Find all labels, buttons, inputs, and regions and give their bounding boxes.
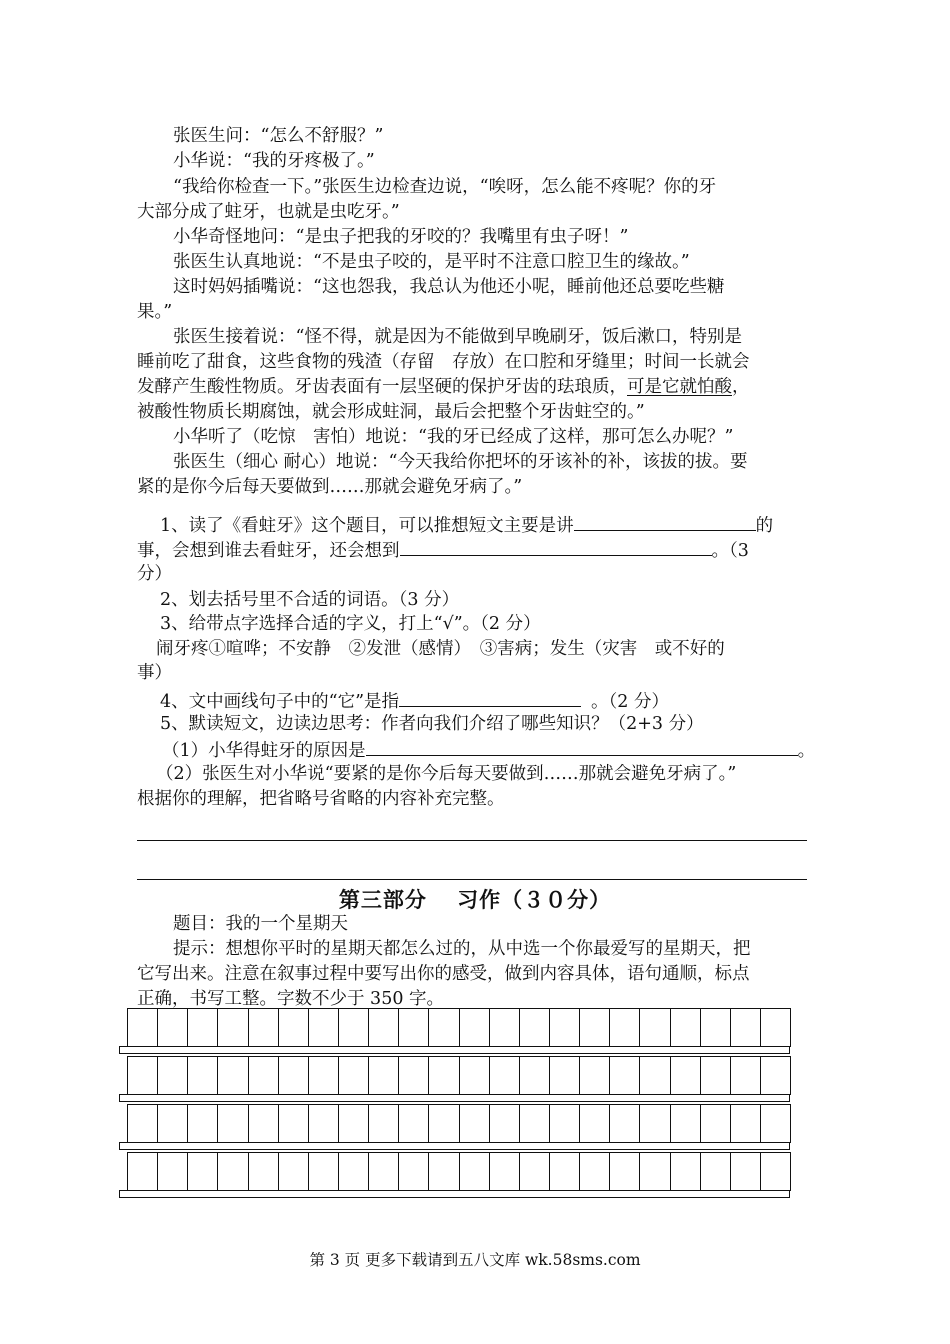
grid-cell[interactable] (460, 1105, 490, 1143)
grid-cell[interactable] (460, 1009, 490, 1047)
passage-line (137, 375, 750, 399)
composition-topic: 题目：我的一个星期天 (173, 914, 348, 934)
grid-cell[interactable] (610, 1105, 640, 1143)
grid-cell[interactable] (490, 1105, 520, 1143)
grid-cell[interactable] (218, 1153, 248, 1191)
grid-cell[interactable] (188, 1057, 218, 1095)
question-text: 。 (797, 741, 816, 761)
grid-cell[interactable] (550, 1105, 580, 1143)
question-text: 。（2 分） (591, 692, 669, 712)
grid-cell[interactable] (158, 1057, 188, 1095)
grid-cell[interactable] (218, 1009, 248, 1047)
question-5: 5、默读短文，边读边思考：作者向我们介绍了哪些知识？（2+3 分） (160, 714, 704, 734)
passage-line: 张医生问：“怎么不舒服？” (173, 126, 384, 146)
grid-cell[interactable] (218, 1057, 248, 1095)
grid-cell[interactable] (610, 1057, 640, 1095)
grid-cell[interactable] (610, 1153, 640, 1191)
grid-cell[interactable] (188, 1105, 218, 1143)
grid-cell[interactable] (429, 1057, 459, 1095)
question-5-2: （2）张医生对小华说“要紧的是你今后每天要做到……那就会避免牙病了。” (156, 764, 737, 784)
answer-blank[interactable] (574, 512, 756, 531)
grid-cell[interactable] (309, 1057, 339, 1095)
grid-cell[interactable] (429, 1153, 459, 1191)
page-footer: 第 3 页 更多下载请到五八文库 wk.58sms.com (309, 1251, 641, 1269)
grid-cell[interactable] (490, 1057, 520, 1095)
question-5-1 (162, 737, 815, 763)
question-4 (160, 688, 669, 714)
grid-cell[interactable] (188, 1009, 218, 1047)
grid-cell[interactable] (339, 1009, 369, 1047)
passage-line: 睡前吃了甜食，这些食物的残渣（存留 存放）在口腔和牙缝里；时间一长就会 (137, 352, 750, 372)
writing-grid-row[interactable] (127, 1104, 791, 1143)
grid-cell[interactable] (550, 1057, 580, 1095)
grid-cell[interactable] (640, 1153, 670, 1191)
grid-row-separator (119, 1142, 790, 1150)
grid-cell[interactable] (249, 1153, 279, 1191)
grid-cell[interactable] (640, 1057, 670, 1095)
passage-line: 这时妈妈插嘴说：“这也怨我，我总认为他还小呢，睡前他还总要吃些糖 (173, 277, 725, 297)
composition-hint: 正确，书写工整。字数不少于 350 字。 (137, 989, 445, 1009)
grid-cell[interactable] (309, 1105, 339, 1143)
grid-cell[interactable] (369, 1105, 399, 1143)
composition-hint: 它写出来。注意在叙事过程中要写出你的感受，做到内容具体，语句通顺，标点 (137, 964, 750, 984)
grid-cell[interactable] (761, 1105, 791, 1143)
passage-line: 小华奇怪地问：“是虫子把我的牙咬的？我嘴里有虫子呀！” (173, 227, 629, 247)
grid-cell[interactable] (580, 1105, 610, 1143)
grid-cell[interactable] (460, 1057, 490, 1095)
grid-cell[interactable] (429, 1009, 459, 1047)
passage-line: 被酸性物质长期腐蚀，就会形成蛀洞，最后会把整个牙齿蛀空的。” (137, 402, 645, 422)
question-text: 事，会想到谁去看蛀牙，还会想到 (137, 541, 400, 561)
grid-cell[interactable] (399, 1057, 429, 1095)
question-5-2-cont: 根据你的理解，把省略号省略的内容补充完整。 (137, 789, 505, 809)
grid-cell[interactable] (128, 1057, 158, 1095)
grid-cell[interactable] (460, 1153, 490, 1191)
answer-blank[interactable] (399, 688, 581, 707)
answer-blank[interactable] (400, 537, 712, 556)
answer-line[interactable] (137, 840, 807, 841)
grid-cell[interactable] (610, 1009, 640, 1047)
passage-text: 发酵产生酸性物质。牙齿表面有一层坚硬的保护牙齿的珐琅质， (137, 377, 627, 397)
underlined-sentence: 可是它就怕酸 (627, 377, 732, 397)
grid-cell[interactable] (701, 1105, 731, 1143)
question-text: 1、读了《看蛀牙》这个题目，可以推想短文主要是讲 (160, 516, 574, 536)
grid-cell[interactable] (279, 1153, 309, 1191)
grid-cell[interactable] (550, 1009, 580, 1047)
grid-cell[interactable] (761, 1153, 791, 1191)
grid-row-separator (119, 1046, 790, 1054)
grid-cell[interactable] (369, 1153, 399, 1191)
grid-cell[interactable] (580, 1057, 610, 1095)
writing-grid-row[interactable] (127, 1056, 791, 1095)
passage-line: 果。” (137, 302, 173, 322)
grid-cell[interactable] (128, 1105, 158, 1143)
grid-cell[interactable] (399, 1153, 429, 1191)
grid-cell[interactable] (701, 1009, 731, 1047)
passage-line: 小华听了（吃惊 害怕）地说：“我的牙已经成了这样，那可怎么办呢？” (173, 427, 734, 447)
grid-cell[interactable] (580, 1153, 610, 1191)
grid-cell[interactable] (339, 1105, 369, 1143)
grid-cell[interactable] (369, 1057, 399, 1095)
question-3: 3、给带点字选择合适的字义，打上“√”。（2 分） (160, 614, 541, 634)
grid-cell[interactable] (671, 1105, 701, 1143)
question-3-options-cont: 事） (137, 663, 172, 683)
passage-line: 大部分成了蛀牙，也就是虫吃牙。” (137, 202, 400, 222)
passage-line: “我给你检查一下。”张医生边检查边说，“唉呀，怎么能不疼呢？你的牙 (173, 177, 717, 197)
grid-cell[interactable] (158, 1153, 188, 1191)
grid-cell[interactable] (731, 1153, 761, 1191)
grid-cell[interactable] (188, 1153, 218, 1191)
grid-cell[interactable] (701, 1057, 731, 1095)
grid-cell[interactable] (218, 1105, 248, 1143)
composition-hint: 提示：想想你平时的星期天都怎么过的，从中选一个你最爱写的星期天，把 (173, 939, 751, 959)
grid-cell[interactable] (490, 1009, 520, 1047)
grid-cell[interactable] (339, 1057, 369, 1095)
grid-cell[interactable] (279, 1057, 309, 1095)
grid-cell[interactable] (520, 1057, 550, 1095)
grid-row-separator (119, 1094, 790, 1102)
grid-cell[interactable] (128, 1153, 158, 1191)
grid-cell[interactable] (339, 1153, 369, 1191)
passage-text: ， (732, 377, 750, 397)
grid-cell[interactable] (369, 1009, 399, 1047)
grid-cell[interactable] (309, 1153, 339, 1191)
grid-row-separator (119, 1190, 790, 1198)
question-3-options: 闹牙疼①喧哗；不安静 ②发泄（感情） ③害病；发生（灾害 或不好的 (156, 639, 725, 659)
question-1-cont (137, 537, 749, 563)
grid-cell[interactable] (731, 1057, 761, 1095)
question-2: 2、划去括号里不合适的词语。（3 分） (160, 590, 460, 610)
passage-line: 紧的是你今后每天要做到……那就会避免牙病了。” (137, 477, 523, 497)
grid-cell[interactable] (158, 1105, 188, 1143)
grid-cell[interactable] (671, 1057, 701, 1095)
grid-cell[interactable] (520, 1153, 550, 1191)
question-1-score: 分） (137, 564, 172, 584)
grid-cell[interactable] (671, 1153, 701, 1191)
section-heading: 第三部分 习作（３０分） (338, 887, 612, 912)
question-text: 的 (755, 516, 774, 536)
grid-cell[interactable] (731, 1105, 761, 1143)
grid-cell[interactable] (731, 1009, 761, 1047)
question-text: 4、文中画线句子中的“它”是指 (160, 692, 400, 712)
grid-cell[interactable] (640, 1009, 670, 1047)
grid-cell[interactable] (279, 1009, 309, 1047)
grid-cell[interactable] (761, 1009, 791, 1047)
answer-blank[interactable] (366, 737, 798, 756)
grid-cell[interactable] (429, 1105, 459, 1143)
grid-cell[interactable] (671, 1009, 701, 1047)
answer-line[interactable] (137, 879, 807, 880)
grid-cell[interactable] (399, 1105, 429, 1143)
grid-cell[interactable] (249, 1057, 279, 1095)
passage-line: 张医生认真地说：“不是虫子咬的，是平时不注意口腔卫生的缘故。” (173, 252, 690, 272)
grid-cell[interactable] (640, 1105, 670, 1143)
grid-cell[interactable] (279, 1105, 309, 1143)
grid-cell[interactable] (128, 1009, 158, 1047)
grid-cell[interactable] (550, 1153, 580, 1191)
grid-cell[interactable] (580, 1009, 610, 1047)
question-text: 。（3 (711, 541, 749, 561)
grid-cell[interactable] (490, 1153, 520, 1191)
writing-grid-row[interactable] (127, 1008, 791, 1047)
grid-cell[interactable] (520, 1009, 550, 1047)
question-1 (160, 512, 773, 538)
question-text: （1）小华得蛀牙的原因是 (162, 741, 366, 761)
passage-line: 张医生接着说：“怪不得，就是因为不能做到早晚刷牙，饭后漱口，特别是 (173, 327, 742, 347)
grid-cell[interactable] (158, 1009, 188, 1047)
grid-cell[interactable] (520, 1105, 550, 1143)
passage-line: 张医生（细心 耐心）地说：“今天我给你把坏的牙该补的补，该拔的拔。要 (173, 452, 748, 472)
grid-cell[interactable] (249, 1105, 279, 1143)
grid-cell[interactable] (399, 1009, 429, 1047)
passage-line: 小华说：“我的牙疼极了。” (173, 151, 375, 171)
grid-cell[interactable] (309, 1009, 339, 1047)
grid-cell[interactable] (701, 1153, 731, 1191)
grid-cell[interactable] (249, 1009, 279, 1047)
writing-grid-row[interactable] (127, 1152, 791, 1191)
grid-cell[interactable] (761, 1057, 791, 1095)
